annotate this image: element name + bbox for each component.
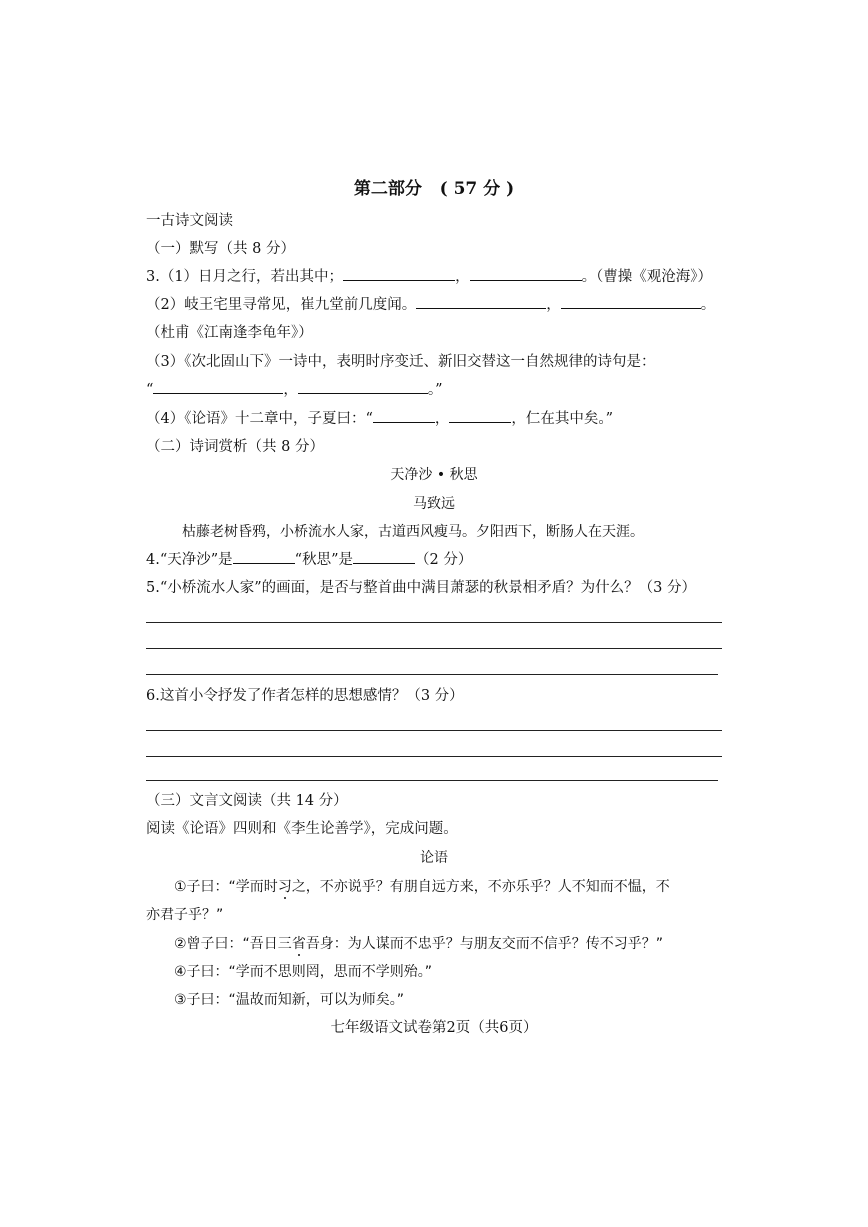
- answer-blank[interactable]: [373, 409, 435, 423]
- q3-part2: [146, 295, 715, 315]
- lunyu-l1-b: 之，不亦说乎？有朋自远方来，不亦乐乎？人不知而不愠，不: [291, 879, 670, 895]
- part-title: [0, 179, 868, 199]
- q3-p1-source: 。（曹操《观沧海》）: [581, 269, 713, 285]
- reading-instruction: 阅读《论语》四则和《李生论善学》，完成问题。: [146, 821, 458, 837]
- lunyu-l2-a: ②曾子曰：“吾日三: [174, 936, 292, 952]
- section-heading: 一古诗文阅读: [146, 213, 233, 229]
- q5: 5.“小桥流水人家”的画面，是否与整首曲中满目萧瑟的秋景相矛盾？为什么？（3 分）: [146, 580, 696, 596]
- q4: [146, 550, 472, 570]
- part-title-text: 第二部分: [353, 179, 422, 199]
- dotted-char: 习: [277, 879, 292, 895]
- answer-blank[interactable]: [470, 267, 582, 281]
- answer-blank[interactable]: [298, 380, 428, 394]
- answer-line[interactable]: [146, 730, 722, 731]
- poem-text: 枯藤老树昏鸦，小桥流水人家，古道西风瘦马。夕阳西下，断肠人在天涯。: [182, 524, 644, 540]
- subsection-dictation: （一）默写（共 8 分）: [146, 241, 295, 257]
- page-footer: 七年级语文试卷第2页（共6页）: [330, 1020, 538, 1036]
- q3-p2-source: （杜甫《江南逢李龟年》）: [146, 325, 313, 341]
- q3-part3-answer: [146, 380, 443, 400]
- answer-blank[interactable]: [416, 295, 546, 309]
- q3-p4-end: ，仁在其中矣。”: [511, 411, 614, 427]
- subsection-classical: （三）文言文阅读（共 14 分）: [146, 793, 348, 809]
- answer-line[interactable]: [146, 648, 722, 649]
- q3-comma: ，: [455, 269, 470, 285]
- answer-blank[interactable]: [153, 380, 283, 394]
- q3-comma: ，: [434, 411, 450, 427]
- q3-comma: ，: [546, 297, 561, 313]
- answer-blank[interactable]: [343, 267, 455, 281]
- answer-blank[interactable]: [353, 550, 415, 564]
- q6: 6.这首小令抒发了作者怎样的思想感情？（3 分）: [146, 688, 464, 704]
- answer-line[interactable]: [146, 756, 722, 757]
- q4-score: （2 分）: [415, 552, 473, 568]
- close-quote: 。”: [427, 382, 443, 398]
- open-quote: “: [146, 382, 154, 398]
- lunyu-line1: [174, 877, 670, 897]
- q3-p2-text: （2）岐王宅里寻常见，崔九堂前几度闻。: [146, 297, 417, 313]
- part-score: ( 57 分 ): [439, 179, 515, 199]
- subsection-poetry: （二）诗词赏析（共 8 分）: [146, 439, 324, 455]
- dotted-char: 省: [291, 936, 306, 952]
- answer-blank[interactable]: [561, 295, 701, 309]
- answer-line[interactable]: [146, 674, 718, 675]
- q3-p4-text: （4）《论语》十二章中，子夏曰：“: [146, 411, 373, 427]
- lunyu-line1-cont: 亦君子乎？”: [146, 907, 224, 923]
- lunyu-line4: ③子曰：“温故而知新，可以为师矣。”: [174, 992, 405, 1008]
- lunyu-title: 论语: [420, 850, 448, 866]
- q4-a: 4.“天净沙”是: [146, 552, 233, 568]
- answer-blank[interactable]: [449, 409, 511, 423]
- lunyu-l1-a: ①子曰：“学而时: [174, 879, 278, 895]
- q3-part4: [146, 409, 613, 429]
- lunyu-l2-b: 吾身：为人谋而不忠乎？与朋友交而不信乎？传不习乎？”: [305, 936, 664, 952]
- q3-period: 。: [700, 297, 716, 313]
- q4-b: “秋思”是: [294, 552, 353, 568]
- answer-blank[interactable]: [233, 550, 295, 564]
- lunyu-line3: ④子曰：“学而不思则罔，思而不学则殆。”: [174, 964, 433, 980]
- q3-part1: [146, 267, 712, 287]
- answer-line[interactable]: [146, 622, 722, 623]
- lunyu-line2: [174, 934, 663, 954]
- q3-comma: ，: [283, 382, 298, 398]
- answer-line[interactable]: [146, 780, 718, 781]
- poem-author: 马致远: [413, 496, 455, 512]
- q3-part3: （3）《次北固山下》一诗中，表明时序变迁、新旧交替这一自然规律的诗句是：: [146, 354, 656, 370]
- poem-title: 天净沙 • 秋思: [390, 467, 478, 483]
- q3-p1-text: 3.（1）日月之行，若出其中；: [146, 269, 344, 285]
